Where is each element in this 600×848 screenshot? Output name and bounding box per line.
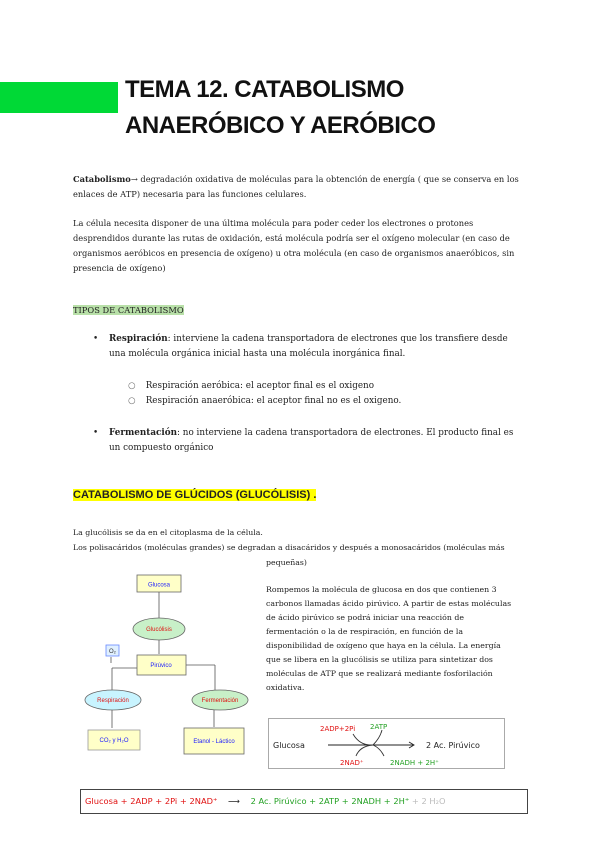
bullet: •: [93, 428, 99, 438]
glucosa-label: Glucosa: [147, 582, 171, 589]
title-accent-bar: [0, 82, 118, 113]
o2-label: O₂: [109, 649, 116, 655]
definition-text: degradación oxidativa de moléculas para la obtención de energía ( que se conserva en los enlaces de ATP) necesaria para las funciones celulares.: [73, 174, 519, 199]
glucolysis-flow-diagram: [80, 570, 260, 765]
equation-water: + 2 H₂O: [411, 796, 446, 806]
glucolysis-equation: [80, 789, 528, 814]
glucidos-heading-text: CATABOLISMO DE GLÚCIDOS (GLUCÓLISIS) .: [73, 489, 317, 501]
piruvico-label: Pirúvico: [150, 663, 172, 669]
list-item: [93, 426, 525, 456]
glucolisis-label: Glucólisis: [146, 627, 172, 633]
glucolisis-paragraph: Rompemos la molécula de glucosa en dos que contienen 3 carbonos llamadas ácido pirúvico. A partir de estas moléculas de ácido pirúvico se podrá iniciar una reacción de fermentación o la de respiración, en función de la disponibilidad de oxígeno que haya en la célula. La energía que se libera en la glucólisis se utiliza para sintetizar dos moléculas de ATP que se realizará mediante fosforilación oxidativa.: [266, 585, 512, 692]
page-title: [125, 72, 435, 144]
line: pequeñas): [266, 558, 307, 567]
subitem-text: Respiración anaeróbica: el aceptor final no es el oxigeno.: [145, 396, 402, 406]
term: Respiración: [109, 334, 168, 344]
title-line-1: TEMA 12. CATABOLISMO: [125, 76, 404, 103]
line: Los polisacáridos (moléculas grandes) se degradan a disacáridos y después a monosacáridos (moléculas más: [73, 543, 505, 552]
glucosa-text: Glucosa: [273, 741, 305, 750]
adp-text: 2ADP+2Pi: [320, 725, 356, 733]
respiracion-label: Respiración: [97, 698, 129, 704]
glucolysis-handwritten-scheme: [268, 718, 506, 770]
title-line-2: ANAERÓBICO Y AERÓBICO: [125, 112, 436, 139]
term: Catabolismo: [73, 174, 131, 184]
term: Fermentación: [109, 428, 178, 438]
sublist: [128, 379, 401, 409]
intro-paragraph: La célula necesita disponer de una última molécula para poder ceder los electrones o protones desprendidos durante las rutas de oxidación, está molécula podría ser el oxígeno molecular (en caso de organismos aeróbicos en presencia de oxígeno) u otra molécula (en caso de organismos anaeróbicos, sin presencia de oxígeno): [73, 218, 515, 273]
subitem-text: Respiración aeróbica: el aceptor final es el oxigeno: [145, 381, 374, 391]
fermentacion-label: Fermentación: [201, 698, 239, 704]
line: La glucólisis se da en el citoplasma de la célula.: [73, 528, 263, 537]
atp-text: 2ATP: [370, 723, 388, 731]
tipos-heading-text: TIPOS DE CATABOLISMO: [73, 305, 184, 315]
glucidos-intro: [73, 525, 533, 570]
etanol-label: Etanol - Láctico: [193, 739, 235, 745]
arrow: →: [130, 174, 138, 184]
list-item: ○ Respiración anaeróbica: el aceptor final no es el oxigeno.: [128, 396, 402, 406]
equation-reactants: Glucosa + 2ADP + 2Pi + 2NAD⁺: [85, 796, 218, 806]
list-item: ○ Respiración aeróbica: el aceptor final es el oxigeno: [128, 381, 374, 391]
list-item: [93, 332, 525, 362]
nadh-text: 2NADH + 2H⁺: [390, 759, 439, 767]
tipos-heading: [73, 303, 184, 318]
glucidos-heading: [73, 489, 316, 501]
equation-products: 2 Ac. Pirúvico + 2ATP + 2NADH + 2H⁺: [250, 796, 410, 806]
item-text: : interviene la cadena transportadora de electrones que los transfiere desde una molécula orgánica inicial hasta una molécula inorgánica final.: [109, 334, 508, 359]
bullet: •: [93, 334, 99, 344]
product-text: 2 Ac. Pirúvico: [426, 741, 480, 750]
item-text: : no interviene la cadena transportadora de electrones. El producto final es un compuesto orgánico: [109, 428, 514, 453]
nad-text: 2NAD⁺: [340, 759, 364, 767]
catabolismo-definition: [73, 172, 528, 202]
equation-arrow: ⟶: [228, 796, 240, 806]
co2-label: CO₂ y H₂O: [99, 738, 129, 744]
